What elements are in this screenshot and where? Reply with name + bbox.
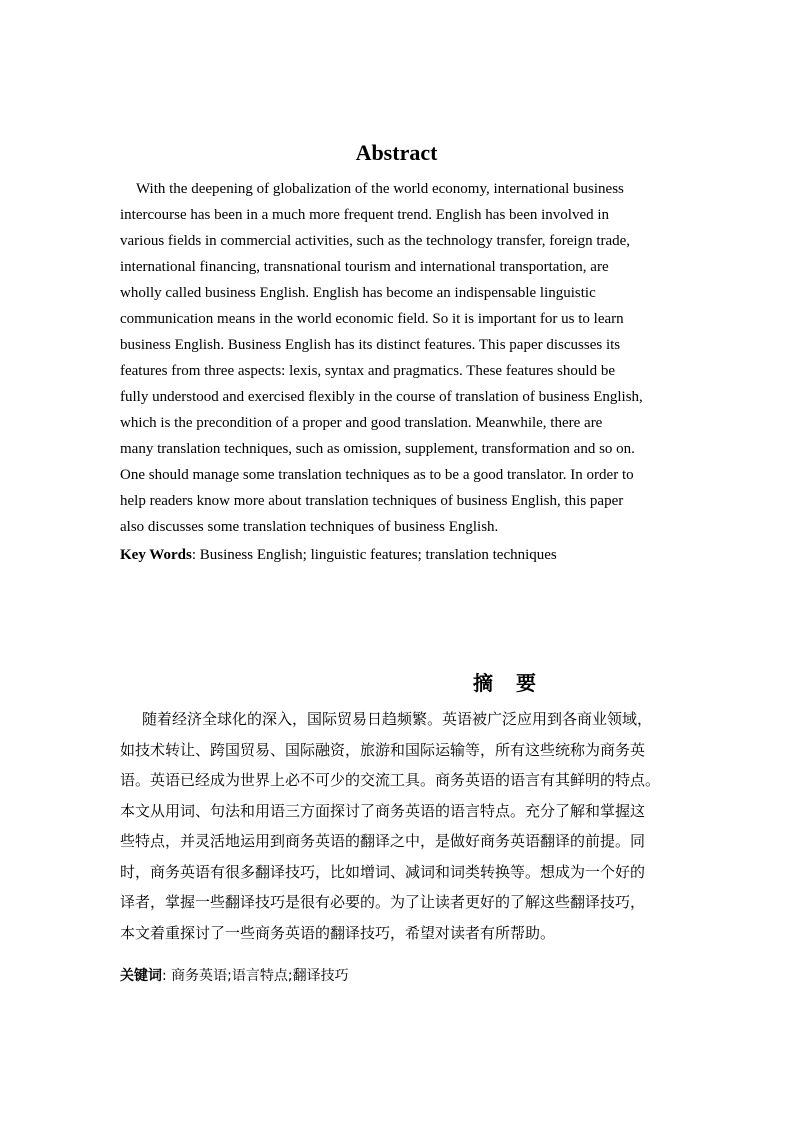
abstract-line: which is the precondition of a proper and good translation. Meanwhile, there are (120, 415, 603, 431)
chinese-abstract-line: 如技术转让、跨国贸易、国际融资，旅游和国际运输等，所有这些统称为商务英 (120, 740, 646, 759)
abstract-line: intercourse has been in a much more frequent trend. English has been involved in (120, 207, 610, 223)
abstract-title: Abstract (355, 140, 438, 165)
abstract-line: many translation techniques, such as omission, supplement, transformation and so on. (120, 441, 635, 457)
abstract-body (120, 176, 680, 540)
chinese-abstract-line: 些特点，并灵活地运用到商务英语的翻译之中，是做好商务英语翻译的前提。同 (120, 832, 646, 850)
chinese-abstract-line: 随着经济全球化的深入，国际贸易日趋频繁。英语被广泛应用到各商业领域， (142, 710, 653, 728)
abstract-line: One should manage some translation techniques as to be a good translator. In order to (120, 467, 634, 483)
chinese-keywords-label: 关键词 (120, 968, 162, 984)
english-keywords-label: Key Words (120, 547, 192, 563)
english-keywords-text: : Business English; linguistic features; translation techniques (191, 547, 557, 563)
abstract-line: communication means in the world economic field. So it is important for us to learn (120, 311, 624, 327)
chinese-keywords-text: : 商务英语;语言特点;翻译技巧 (162, 968, 349, 984)
abstract-line: help readers know more about translation techniques of business English, this paper (120, 493, 624, 509)
chinese-keywords (120, 963, 349, 989)
chinese-abstract-body (120, 704, 680, 948)
abstract-line: business English. Business English has its distinct features. This paper discusses its (120, 337, 621, 353)
chinese-abstract-line: 时，商务英语有很多翻译技巧，比如增词、减词和词类转换等。想成为一个好的 (120, 862, 646, 881)
abstract-line: With the deepening of globalization of the world economy, international business (136, 181, 624, 197)
chinese-abstract-line: 译者，掌握一些翻译技巧是很有必要的。为了让读者更好的了解这些翻译技巧， (120, 893, 646, 911)
english-keywords (120, 542, 557, 568)
chinese-abstract-line: 本文着重探讨了一些商务英语的翻译技巧，希望对读者有所帮助。 (120, 923, 556, 942)
abstract-line: wholly called business English. English has become an indispensable linguistic (120, 285, 596, 301)
chinese-abstract-line: 本文从用词、句法和用语三方面探讨了商务英语的语言特点。充分了解和掌握这 (120, 801, 646, 820)
abstract-line: also discusses some translation techniques of business English. (120, 519, 499, 535)
abstract-line: features from three aspects: lexis, syntax and pragmatics. These features should be (120, 363, 615, 379)
abstract-line: fully understood and exercised flexibly in the course of translation of business English, (120, 389, 643, 405)
abstract-line: international financing, transnational tourism and international transportation, are (120, 259, 609, 275)
chinese-abstract-line: 语。英语已经成为世界上必不可少的交流工具。商务英语的语言有其鲜明的特点。 (120, 771, 661, 789)
chinese-abstract-title: 摘 要 (473, 671, 544, 695)
abstract-line: various fields in commercial activities, such as the technology transfer, foreign trade, (120, 233, 631, 249)
